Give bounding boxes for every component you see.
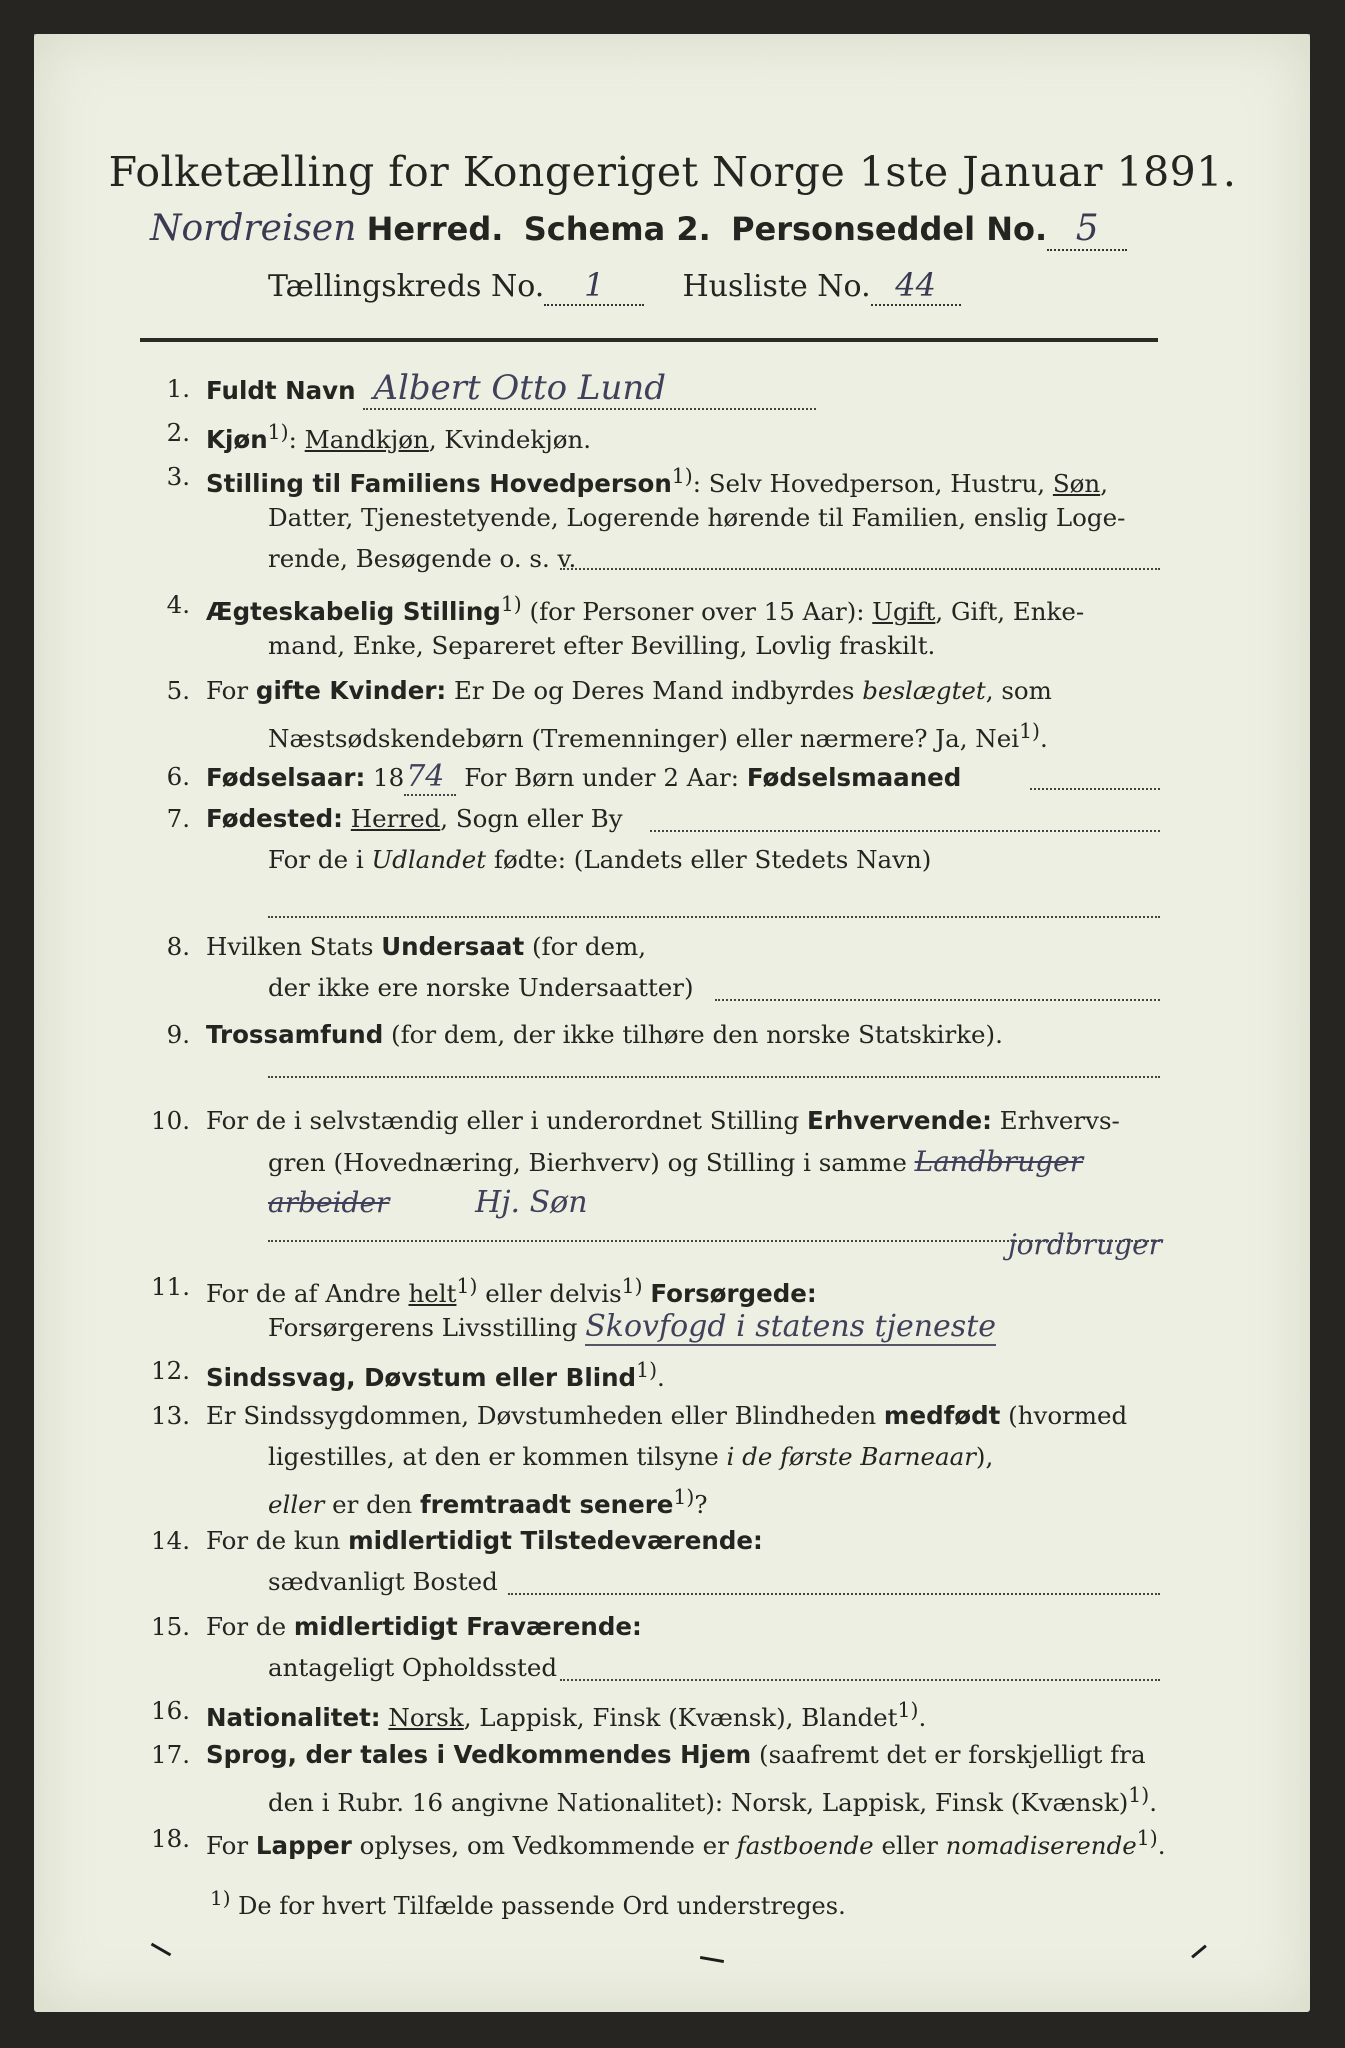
birthplace-label: Fødested: bbox=[206, 804, 343, 833]
question-number: 11. bbox=[151, 1272, 190, 1301]
question-6: 6. Fødselsaar: 1874 For Børn under 2 Aar: Fødselsmaaned bbox=[140, 756, 1160, 797]
birth-year-value: 74 bbox=[404, 759, 456, 796]
question-number: 17. bbox=[151, 1740, 190, 1769]
question-number: 6. bbox=[166, 762, 190, 791]
temporary-absent-label: midlertidigt Fraværende: bbox=[293, 1612, 642, 1641]
schema-label: Schema 2. bbox=[523, 210, 711, 248]
header-rule bbox=[140, 338, 1158, 342]
question-17: 17. Sprog, der tales i Vedkommendes Hjem (saafremt det er forskjelligt fra den i Rubr. 16 angivne Nationalitet): Norsk, Lappisk, Finsk (Kvænsk)$^{1)}$. bbox=[140, 1734, 1160, 1816]
gender-selected: Mandkjøn bbox=[304, 425, 429, 455]
citizenship-label: Undersaat bbox=[381, 932, 525, 961]
disability-label: Sindssvag, Døvstum eller Blind bbox=[206, 1363, 637, 1393]
personseddel-number: 5 bbox=[1047, 208, 1127, 251]
question-4: 4. Ægteskabelig Stilling$^{1)}$ (for Personer over 15 Aar): Ugift, Gift, Enke- mand, Enke, Separeret efter Bevilling, Lovlig fraskilt. bbox=[140, 584, 1160, 666]
question-number: 15. bbox=[151, 1612, 190, 1641]
herred-name: Nordreisen bbox=[150, 208, 357, 249]
family-position-label: Stilling til Familiens Hovedperson bbox=[206, 469, 672, 499]
nationality-selected: Norsk bbox=[388, 1703, 464, 1733]
language-label: Sprog, der tales i Vedkommendes Hjem bbox=[206, 1740, 752, 1769]
question-8: 8. Hvilken Stats Undersaat (for dem, der ikke ere norske Undersaatter) bbox=[140, 926, 1160, 1008]
husliste-number: 44 bbox=[871, 266, 961, 306]
question-number: 12. bbox=[151, 1356, 190, 1385]
personseddel-label: Personseddel No. bbox=[731, 210, 1048, 248]
question-14: 14. For de kun midlertidigt Tilstedeværende: sædvanligt Bosted bbox=[140, 1520, 1160, 1602]
question-13: 13. Er Sindssygdommen, Døvstumheden eller Blindheden medfødt (hvormed ligestilles, at den er kommen tilsyne i de første Barneaar), eller er den fremtraadt senere$^{1)}$? bbox=[140, 1395, 1160, 1518]
congenital-label: medfødt bbox=[883, 1401, 1001, 1430]
question-11: jordbruger 11. For de af Andre helt$^{1)}$ eller delvis$^{1)}$ Forsørgede: Forsørgerens Livsstilling Skovfogd i statens tjeneste bbox=[140, 1246, 1160, 1346]
dependents-label: Forsørgede: bbox=[650, 1279, 817, 1309]
form-subheader-line bbox=[268, 266, 961, 306]
temporary-present-label: midlertidigt Tilstedeværende: bbox=[348, 1526, 763, 1555]
question-5: 5. For gifte Kvinder: Er De og Deres Mand indbyrdes beslægtet, som Næstsødskendebørn (Tremenninger) eller nærmere? Ja, Nei$^{1)}$. bbox=[140, 670, 1160, 752]
full-name-value: Albert Otto Lund bbox=[363, 368, 816, 410]
kreds-label: Tællingskreds No. bbox=[268, 269, 545, 304]
question-number: 1. bbox=[166, 374, 190, 403]
question-number: 18. bbox=[151, 1824, 190, 1853]
occupation-value: Hj. Søn bbox=[475, 1185, 588, 1220]
question-9: 9. Trossamfund (for dem, der ikke tilhøre den norske Statskirke). bbox=[140, 1014, 1160, 1096]
question-number: 13. bbox=[151, 1401, 190, 1430]
question-15: 15. For de midlertidigt Fraværende: antageligt Opholdssted bbox=[140, 1606, 1160, 1688]
footnote: $^{1)}$ De for hvert Tilfælde passende Ord understreges. bbox=[210, 1886, 846, 1920]
occupation-struck-1: Landbruger bbox=[914, 1145, 1084, 1178]
occupation-label: Erhvervende: bbox=[807, 1106, 992, 1135]
question-number: 9. bbox=[166, 1020, 190, 1049]
question-18: 18. For Lapper oplyses, om Vedkommende er fastboende eller nomadiserende$^{1)}$. bbox=[140, 1818, 1160, 1859]
question-10: 10. For de i selvstændig eller i underordnet Stilling Erhvervende: Erhvervs- gren (Hovednæring, Bierhverv) og Stilling i samme Landbruger arbeider Hj. Søn bbox=[140, 1100, 1160, 1245]
later-onset-label: fremtraadt senere bbox=[419, 1490, 674, 1520]
sami-label: Lapper bbox=[255, 1831, 352, 1861]
birth-month-label: Fødselsmaaned bbox=[746, 763, 962, 792]
question-number: 2. bbox=[166, 418, 190, 447]
marital-status-selected: Ugift bbox=[872, 597, 936, 627]
marital-status-label: Ægteskabelig Stilling bbox=[206, 597, 501, 627]
question-number: 8. bbox=[166, 932, 190, 961]
full-name-label: Fuldt Navn bbox=[206, 376, 356, 405]
question-1 bbox=[140, 368, 1160, 409]
gender-label: Kjøn bbox=[206, 425, 268, 455]
question-number: 7. bbox=[166, 804, 190, 833]
nationality-label: Nationalitet: bbox=[206, 1703, 381, 1733]
question-2: 2. Kjøn$^{1)}$: Mandkjøn, Kvindekjøn. bbox=[140, 412, 1160, 453]
husliste-label: Husliste No. bbox=[682, 269, 871, 304]
question-number: 5. bbox=[166, 676, 190, 705]
question-number: 14. bbox=[151, 1526, 190, 1555]
question-number: 16. bbox=[151, 1696, 190, 1725]
birth-year-label: Fødselsaar: bbox=[206, 763, 366, 792]
question-number: 10. bbox=[151, 1106, 190, 1135]
religion-label: Trossamfund bbox=[206, 1020, 384, 1049]
provider-value: Skovfogd i statens tjeneste bbox=[585, 1309, 997, 1344]
herred-label: Herred. bbox=[366, 210, 504, 248]
married-women-label: gifte Kvinder: bbox=[255, 676, 447, 705]
question-number: 4. bbox=[166, 590, 190, 619]
family-position-selected: Søn bbox=[1052, 469, 1101, 499]
occupation-struck-2: arbeider bbox=[268, 1186, 390, 1219]
form-title: Folketælling for Kongeriget Norge 1ste Januar 1891. bbox=[108, 148, 1237, 196]
question-12: 12. Sindssvag, Døvstum eller Blind$^{1)}$. bbox=[140, 1350, 1160, 1391]
question-7: 7. Fødested: Herred, Sogn eller By For de i Udlandet fødte: (Landets eller Stedets Navn) bbox=[140, 798, 1160, 921]
kreds-number: 1 bbox=[544, 266, 644, 306]
question-3: 3. Stilling til Familiens Hovedperson$^{1)}$: Selv Hovedperson, Hustru, Søn, Datter, Tjenestetyende, Logerende hørende til Familien, enslig Loge- rende, Besøgende o. s. v. bbox=[140, 456, 1160, 579]
question-16: 16. Nationalitet: Norsk, Lappisk, Finsk (Kvænsk), Blandet$^{1)}$. bbox=[140, 1690, 1160, 1731]
form-header-line bbox=[150, 208, 1127, 251]
question-number: 3. bbox=[166, 462, 190, 491]
birthplace-selected: Herred bbox=[350, 804, 441, 833]
provider-value-above: jordbruger bbox=[1008, 1228, 1163, 1261]
